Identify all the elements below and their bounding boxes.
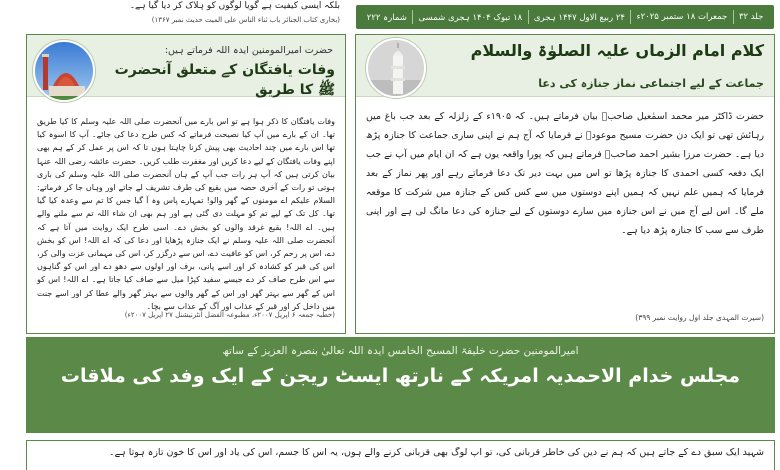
banner-title: مجلس خدام الاحمدیہ امریکہ کے نارتھ ایسٹ ریجن کے ایک وفد کی ملاقات <box>60 365 741 387</box>
date-separator <box>630 10 631 24</box>
date-separator <box>733 10 734 24</box>
issue-label: شمارہ ۲۲۲ <box>366 12 407 23</box>
mosque-dome-photo <box>33 40 95 102</box>
article-title: وفات یافتگان کے متعلق آنحضرت ﷺ کا طریق <box>114 62 335 98</box>
top-quote-reference: (بخاری کتاب الجنائز باب ثناء الناس علی المیت حدیث نمبر ۱۳۶۷) <box>151 16 340 24</box>
minaret-photo <box>366 38 426 98</box>
date-bar <box>356 5 774 29</box>
volume-label: جلد ۳۲ <box>738 12 764 22</box>
banner-subtitle: امیرالمومنین حضرت خلیفۃ المسیح الخامس ایدہ اللہ تعالیٰ بنصرہ العزیز کے ساتھ <box>222 345 579 357</box>
article-body: وفات یافتگان کا ذکر ہوا ہے تو اس بارے میں آنحضرت صلی اللہ علیہ وسلم کا کیا طریق تھا۔ ان کے بارے میں آپ کیا نصیحت فرماتے کہ کس طرح دعا کی جائے۔ آپ کا اسوہ کیا تھا اس بارے میں چند احادیث بھی پیش کرنا چاہتا ہوں تا کہ اس پر عمل کر کے ہم بھی اپنے وفات یافتگان کے لیے دعا کریں اور مغفرت طلب کریں۔ حضرت عائشہ رضی اللہ عنہا بیان کرتی ہیں کہ آپ ہر رات جب آپ کے ہاں آنحضرت صلی اللہ علیہ وسلم کی باری ہوتی تو رات کے آخری حصہ میں بقیع کی طرف تشریف لے جاتے اور وہاں جا کر فرماتے: السلام علیکم اے مومنوں کے گھر والو! تمہارے پاس وہ آ گیا جس کا تم سے وعدہ کیا گیا تھا۔ کل تک کے لیے تم کو مہلت دی گئی ہے اور ہم بھی ان شاء اللہ تم سے ملنے والے ہیں۔ اے اللہ! بقیع غرقد والوں کو بخش دے۔ اسی طرح ایک روایت میں آتا ہے کہ آنحضرت صلی اللہ علیہ وسلم نے ایک جنازہ پڑھایا اور دعا کی کہ اے اللہ! اس کو بخش دے، اس پر رحم کر، اس کو عافیت دے، اس سے درگزر کر، اس کی مہمانی عزت والی کر، اس کی قبر کو کشادہ کر اور اسے پانی، برف اور اولوں سے دھو دے اور اس کو گناہوں سے اس طرح صاف کر دے جیسے سفید کپڑا میل سے صاف کیا جاتا ہے۔ اے اللہ! اس کو اس کے گھر سے بہتر گھر اور اس کے گھر والوں سے بہتر گھر والے عطا کر اور اسے جنت میں داخل کر اور قبر کے عذاب اور آگ کے عذاب سے بچا۔ <box>37 117 335 311</box>
bottom-article-text: شہید ایک سبق دے کے جاتے ہیں کہ ہم نے دین کی خاطر قربانی کی، تو آپ لوگ بھی قربانی کرنے والے ہوں، یہ اس کا جسم، اس کی یاد اور اس کا خون تازہ ہوتا ہے۔ <box>109 447 764 458</box>
article-title: کلام امام الزماں علیہ الصلوٰۃ والسلام <box>470 41 764 60</box>
sermon-article <box>26 34 346 334</box>
meeting-banner <box>26 337 775 433</box>
bottom-article <box>26 440 775 470</box>
promised-messiah-article <box>355 34 775 334</box>
article-body: حضرت ڈاکٹر میر محمد اسمٰعیل صاحبؓ بیان فرماتے ہیں۔ کہ ۱۹۰۵ء کے زلزلہ کے بعد جب باغ میں رہائش تھی تو ایک دن حضرت مسیح موعودؑ نے فرمایا کہ آج ہم نے اپنی ساری جماعت کا جنازہ پڑھ دیا ہے۔ حضرت مرزا بشیر احمد صاحبؓ فرماتے ہیں کہ پورا واقعہ یوں ہے کہ ان ایام میں آپ نے جب ایک دفعہ کسی احمدی کا جنازہ پڑھا تو اس میں بہت دیر تک دعا فرماتے رہے اور پھر نماز کے بعد فرمایا کہ ہمیں علم نہیں کہ ہمیں اپنے دوستوں میں سے کس کس کے جنازہ میں شرکت کا موقعہ ملے گا۔ اس لیے آج میں نے اس جنازہ میں سارے دوستوں کے لیے جنازہ کی دعا مانگ لی ہے اور اپنی طرف سے سب کا جنازہ پڑھ دیا ہے۔ <box>366 111 764 236</box>
top-quote-text: بلکہ ایسی کیفیت ہے گویا لوگوں کو ہلاک کر دیا گیا ہے۔ <box>129 1 340 11</box>
date-separator <box>412 10 413 24</box>
gregorian-date: جمعرات ۱۸ ستمبر ۲۰۲۵ء <box>636 12 728 22</box>
article-subtitle: جماعت کے لیے اجتماعی نماز جنازہ کی دعا <box>538 77 764 90</box>
top-strip <box>0 0 780 34</box>
article-reference: (خطبہ جمعہ ۶ اپریل ۲۰۰۷ء، مطبوعہ الفضل انٹرنیشنل ۲۷ اپریل ۲۰۰۷ء) <box>124 311 335 319</box>
shamsi-date: ۱۸ تبوک ۱۴۰۴ ہجری شمسی <box>418 12 523 23</box>
date-separator <box>528 10 529 24</box>
article-subtitle: حضرت امیرالمومنین ایدہ اللہ فرماتے ہیں: <box>164 45 333 56</box>
hijri-date: ۲۴ ربیع الاول ۱۴۴۷ ہجری <box>533 12 625 23</box>
article-reference: (سیرت المہدی جلد اول روایت نمبر ۳۹۹) <box>635 313 764 322</box>
top-quote <box>30 0 340 25</box>
